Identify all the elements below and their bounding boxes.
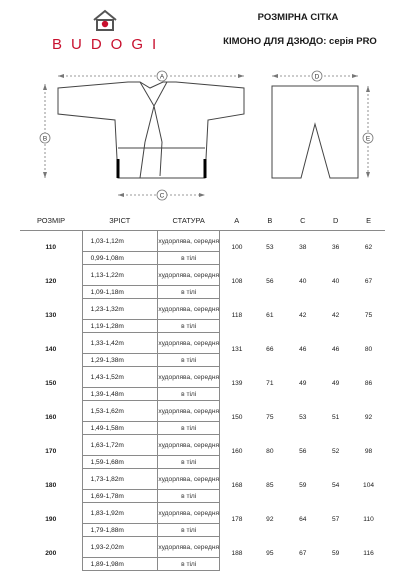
table-row (20, 401, 385, 422)
cell-size: 200 (45, 550, 57, 557)
cell-e: 75 (364, 312, 373, 319)
cell-e: 62 (364, 244, 373, 252)
cell-a: 139 (231, 380, 243, 387)
cell-c: 46 (299, 346, 307, 353)
cell-size: 120 (45, 278, 57, 285)
size-table (20, 210, 385, 571)
cell-size: 170 (45, 448, 57, 455)
cell-e: 104 (363, 482, 375, 489)
cell-c: 53 (299, 414, 307, 421)
cell-b: 85 (266, 482, 274, 489)
cell-c: 59 (299, 482, 307, 489)
cell-height-stocky: 1,89-1,98m (82, 558, 157, 571)
dimension-c (118, 190, 205, 200)
label-a: A (159, 73, 165, 81)
cell-a: 131 (231, 346, 243, 353)
cell-a: 108 (231, 278, 243, 285)
cell-build-stocky: в тілі (157, 354, 220, 367)
cell-build-stocky: в тілі (157, 388, 220, 401)
cell-height-slim: 1,13-1,22m (82, 265, 157, 286)
jacket-drawing (58, 82, 244, 178)
cell-size: 140 (45, 346, 57, 353)
cell-d: 49 (331, 380, 340, 387)
cell-c: 40 (299, 278, 307, 285)
dimension-a (58, 71, 244, 81)
cell-b: 71 (266, 380, 274, 387)
cell-size: 150 (45, 380, 57, 387)
cell-b: 61 (266, 312, 274, 319)
cell-d: 54 (331, 482, 340, 489)
cell-build-slim: худорлява, середня (157, 401, 220, 422)
cell-build-stocky: в тілі (157, 456, 220, 469)
dimension-d (272, 71, 358, 81)
header-build: СТАТУРА (157, 210, 220, 231)
cell-b: 80 (266, 448, 274, 455)
table-header-row (20, 210, 385, 231)
cell-build-stocky: в тілі (157, 320, 220, 333)
cell-height-stocky: 1,59-1,68m (82, 456, 157, 469)
cell-build-slim: худорлява, середня (157, 503, 220, 524)
cell-c: 42 (299, 312, 307, 319)
cell-size: 110 (45, 244, 57, 252)
table-row (20, 299, 385, 320)
cell-height-stocky: 1,79-1,88m (82, 524, 157, 537)
header-height: ЗРІСТ (82, 210, 157, 231)
cell-b: 53 (266, 244, 274, 252)
cell-build-stocky: в тілі (157, 286, 220, 299)
cell-height-stocky: 1,69-1,78m (82, 490, 157, 503)
cell-b: 75 (266, 414, 274, 421)
cell-d: 51 (331, 414, 340, 421)
table-row (20, 231, 385, 252)
cell-build-stocky: в тілі (157, 252, 220, 265)
cell-c: 49 (299, 380, 307, 387)
table-row (20, 367, 385, 388)
cell-build-slim: худорлява, середня (157, 367, 220, 388)
dimension-b (40, 84, 50, 178)
cell-a: 168 (231, 482, 243, 489)
cell-size: 190 (45, 516, 57, 523)
brand-logo-text: BUDOGI (52, 36, 166, 53)
cell-height-stocky: 1,09-1,18m (82, 286, 157, 299)
label-c: C (159, 192, 165, 200)
cell-c: 64 (299, 516, 307, 523)
cell-a: 150 (231, 414, 243, 421)
cell-build-slim: худорлява, середня (157, 435, 220, 456)
cell-c: 56 (299, 448, 307, 455)
table-row (20, 333, 385, 354)
cell-height-slim: 1,43-1,52m (82, 367, 157, 388)
cell-e: 110 (363, 516, 374, 523)
table-row (20, 469, 385, 490)
cell-build-slim: худорлява, середня (157, 265, 220, 286)
cell-d: 40 (331, 278, 340, 285)
cell-e: 67 (364, 278, 373, 285)
cell-c: 38 (299, 244, 307, 252)
cell-height-slim: 1,03-1,12m (82, 231, 157, 252)
cell-build-stocky: в тілі (157, 422, 220, 435)
house-logo-icon (92, 8, 118, 32)
label-d: D (314, 73, 320, 81)
page-header (0, 0, 403, 60)
cell-e: 98 (364, 448, 373, 455)
cell-d: 42 (331, 312, 340, 319)
cell-height-stocky: 0,99-1,08m (82, 252, 157, 265)
cell-c: 67 (299, 550, 307, 557)
header-e: E (352, 210, 385, 231)
cell-build-stocky: в тілі (157, 558, 220, 571)
table-body (20, 231, 385, 571)
header-a: A (220, 210, 253, 231)
cell-b: 66 (266, 346, 274, 353)
cell-build-stocky: в тілі (157, 490, 220, 503)
cell-e: 116 (363, 550, 374, 557)
cell-height-slim: 1,63-1,72m (82, 435, 157, 456)
cell-b: 95 (266, 550, 274, 557)
cell-height-slim: 1,73-1,82m (82, 469, 157, 490)
table-row (20, 503, 385, 524)
dimension-e (363, 86, 373, 178)
header-b: B (253, 210, 286, 231)
cell-height-stocky: 1,49-1,58m (82, 422, 157, 435)
cell-d: 46 (331, 346, 340, 353)
kimono-diagram (0, 66, 403, 208)
cell-d: 36 (331, 244, 340, 252)
cell-e: 92 (364, 414, 373, 421)
page-subtitle: КІМОНО ДЛЯ ДЗЮДО: серія PRO (223, 36, 377, 47)
cell-d: 57 (331, 516, 340, 523)
cell-b: 92 (266, 516, 274, 523)
cell-d: 59 (331, 550, 340, 557)
table-row (20, 435, 385, 456)
table-row (20, 265, 385, 286)
cell-d: 52 (331, 448, 340, 455)
cell-height-stocky: 1,39-1,48m (82, 388, 157, 401)
cell-a: 118 (231, 312, 243, 319)
cell-size: 160 (45, 414, 57, 421)
trousers-drawing (272, 86, 358, 178)
cell-build-stocky: в тілі (157, 524, 220, 537)
cell-build-slim: худорлява, середня (157, 333, 220, 354)
cell-b: 56 (266, 278, 274, 285)
cell-a: 178 (231, 516, 243, 523)
cell-e: 80 (364, 346, 373, 353)
cell-a: 188 (231, 550, 243, 557)
header-c: C (286, 210, 319, 231)
cell-build-slim: худорлява, середня (157, 537, 220, 558)
page-title: РОЗМІРНА СІТКА (257, 12, 339, 23)
label-b: B (42, 135, 48, 143)
cell-size: 130 (45, 312, 57, 319)
cell-height-slim: 1,23-1,32m (82, 299, 157, 320)
cell-build-slim: худорлява, середня (157, 469, 220, 490)
table-row (20, 537, 385, 558)
cell-height-slim: 1,83-1,92m (82, 503, 157, 524)
cell-size: 180 (45, 482, 57, 489)
cell-build-slim: худорлява, середня (157, 299, 220, 320)
header-d: D (319, 210, 352, 231)
header-size: РОЗМІР (20, 210, 82, 231)
label-e: E (365, 135, 371, 143)
cell-a: 160 (231, 448, 243, 455)
cell-height-slim: 1,33-1,42m (82, 333, 157, 354)
cell-height-slim: 1,53-1,62m (82, 401, 157, 422)
cell-height-stocky: 1,29-1,38m (82, 354, 157, 367)
cell-a: 100 (231, 244, 243, 252)
cell-e: 86 (364, 380, 373, 387)
cell-build-slim: худорлява, середня (157, 231, 220, 252)
cell-height-stocky: 1,19-1,28m (82, 320, 157, 333)
cell-height-slim: 1,93-2,02m (82, 537, 157, 558)
